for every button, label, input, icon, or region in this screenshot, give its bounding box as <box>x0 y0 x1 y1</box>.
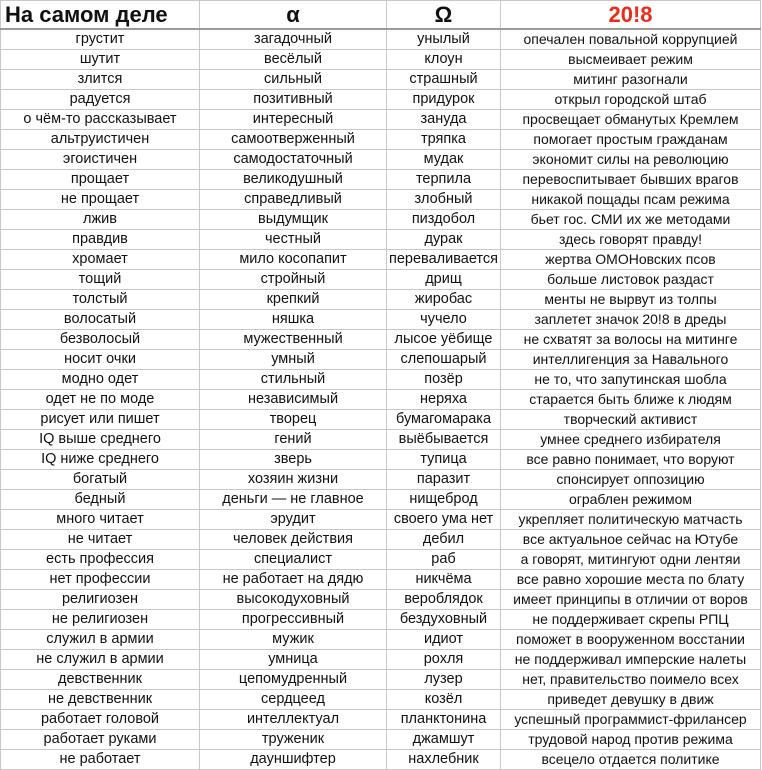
cell-2018: нет, правительство поимело всех <box>501 670 761 690</box>
cell-2018: успешный программист-фрилансер <box>501 710 761 730</box>
table-row <box>1 650 761 670</box>
cell-reality: религиозен <box>1 590 200 610</box>
cell-alpha: специалист <box>200 550 387 570</box>
cell-omega: жиробас <box>387 290 501 310</box>
cell-2018: заплетет значок 20!8 в дреды <box>501 310 761 330</box>
cell-reality: хромает <box>1 250 200 270</box>
cell-alpha: стильный <box>200 370 387 390</box>
cell-omega: вероблядок <box>387 590 501 610</box>
table-row <box>1 690 761 710</box>
cell-2018: имеет принципы в отличии от воров <box>501 590 761 610</box>
table-row <box>1 50 761 70</box>
cell-reality: эгоистичен <box>1 150 200 170</box>
cell-reality: много читает <box>1 510 200 530</box>
cell-omega: неряха <box>387 390 501 410</box>
cell-reality: не служил в армии <box>1 650 200 670</box>
cell-alpha: хозяин жизни <box>200 470 387 490</box>
cell-alpha: крепкий <box>200 290 387 310</box>
cell-reality: IQ выше среднего <box>1 430 200 450</box>
cell-2018: перевоспитывает бывших врагов <box>501 170 761 190</box>
cell-reality: прощает <box>1 170 200 190</box>
cell-2018: бьет гос. СМИ их же методами <box>501 210 761 230</box>
cell-2018: опечален повальной коррупцией <box>501 29 761 50</box>
cell-omega: идиот <box>387 630 501 650</box>
cell-reality: шутит <box>1 50 200 70</box>
cell-alpha: сердцеед <box>200 690 387 710</box>
cell-2018: жертва ОМОНовских псов <box>501 250 761 270</box>
cell-reality: волосатый <box>1 310 200 330</box>
cell-reality: работает руками <box>1 730 200 750</box>
cell-2018: все актуальное сейчас на Ютубе <box>501 530 761 550</box>
cell-reality: правдив <box>1 230 200 250</box>
table-row <box>1 510 761 530</box>
cell-omega: зануда <box>387 110 501 130</box>
cell-2018: экономит силы на революцию <box>501 150 761 170</box>
cell-2018: просвещает обманутых Кремлем <box>501 110 761 130</box>
cell-reality: толстый <box>1 290 200 310</box>
cell-omega: дрищ <box>387 270 501 290</box>
cell-alpha: няшка <box>200 310 387 330</box>
cell-reality: носит очки <box>1 350 200 370</box>
cell-alpha: высокодуховный <box>200 590 387 610</box>
table-row <box>1 330 761 350</box>
cell-reality: IQ ниже среднего <box>1 450 200 470</box>
table-row <box>1 190 761 210</box>
table-row <box>1 630 761 650</box>
table-row <box>1 150 761 170</box>
table-row <box>1 350 761 370</box>
table-row <box>1 430 761 450</box>
cell-alpha: честный <box>200 230 387 250</box>
cell-reality: не девственник <box>1 690 200 710</box>
cell-omega: лузер <box>387 670 501 690</box>
cell-reality: альтруистичен <box>1 130 200 150</box>
cell-alpha: самодостаточный <box>200 150 387 170</box>
table-row <box>1 530 761 550</box>
cell-2018: спонсирует оппозицию <box>501 470 761 490</box>
cell-reality: девственник <box>1 670 200 690</box>
table-row <box>1 110 761 130</box>
table-row <box>1 750 761 770</box>
cell-2018: поможет в вооруженном восстании <box>501 630 761 650</box>
cell-alpha: умница <box>200 650 387 670</box>
cell-alpha: интеллектуал <box>200 710 387 730</box>
table-row <box>1 590 761 610</box>
cell-omega: терпила <box>387 170 501 190</box>
table-row <box>1 250 761 270</box>
cell-reality: не прощает <box>1 190 200 210</box>
cell-reality: не работает <box>1 750 200 770</box>
cell-omega: лысое уёбище <box>387 330 501 350</box>
cell-2018: творческий активист <box>501 410 761 430</box>
cell-2018: не то, что запутинская шобла <box>501 370 761 390</box>
cell-2018: все равно понимает, что воруют <box>501 450 761 470</box>
cell-2018: митинг разогнали <box>501 70 761 90</box>
cell-2018: всецело отдается политике <box>501 750 761 770</box>
cell-alpha: независимый <box>200 390 387 410</box>
cell-reality: служил в армии <box>1 630 200 650</box>
table-row <box>1 70 761 90</box>
cell-reality: злится <box>1 70 200 90</box>
cell-omega: тряпка <box>387 130 501 150</box>
cell-2018: не поддерживает скрепы РПЦ <box>501 610 761 630</box>
cell-alpha: мило косопапит <box>200 250 387 270</box>
cell-alpha: дауншифтер <box>200 750 387 770</box>
cell-omega: бумагомарака <box>387 410 501 430</box>
cell-omega: мудак <box>387 150 501 170</box>
cell-reality: радуется <box>1 90 200 110</box>
cell-alpha: выдумщик <box>200 210 387 230</box>
cell-2018: не поддерживал имперские налеты <box>501 650 761 670</box>
cell-omega: нахлебник <box>387 750 501 770</box>
cell-alpha: весёлый <box>200 50 387 70</box>
table-row <box>1 550 761 570</box>
table-row <box>1 310 761 330</box>
cell-alpha: великодушный <box>200 170 387 190</box>
cell-omega: планктонина <box>387 710 501 730</box>
cell-alpha: прогрессивный <box>200 610 387 630</box>
cell-alpha: эрудит <box>200 510 387 530</box>
cell-reality: о чём-то рассказывает <box>1 110 200 130</box>
cell-reality: одет не по моде <box>1 390 200 410</box>
cell-alpha: загадочный <box>200 29 387 50</box>
cell-2018: больше листовок раздаст <box>501 270 761 290</box>
table-row <box>1 410 761 430</box>
table-row <box>1 670 761 690</box>
cell-alpha: самоотверженный <box>200 130 387 150</box>
cell-omega: клоун <box>387 50 501 70</box>
table-row <box>1 170 761 190</box>
cell-alpha: мужественный <box>200 330 387 350</box>
cell-omega: придурок <box>387 90 501 110</box>
cell-reality: богатый <box>1 470 200 490</box>
table-row <box>1 610 761 630</box>
cell-omega: слепошарый <box>387 350 501 370</box>
cell-reality: не читает <box>1 530 200 550</box>
cell-omega: унылый <box>387 29 501 50</box>
cell-2018: приведет девушку в движ <box>501 690 761 710</box>
cell-alpha: сильный <box>200 70 387 90</box>
cell-2018: умнее среднего избирателя <box>501 430 761 450</box>
cell-alpha: справедливый <box>200 190 387 210</box>
cell-reality: лжив <box>1 210 200 230</box>
cell-omega: пиздобол <box>387 210 501 230</box>
cell-alpha: умный <box>200 350 387 370</box>
table-row <box>1 710 761 730</box>
header-alpha: α <box>200 1 387 30</box>
table-row <box>1 490 761 510</box>
cell-alpha: интересный <box>200 110 387 130</box>
cell-2018: никакой пощады псам режима <box>501 190 761 210</box>
cell-2018: не схватят за волосы на митинге <box>501 330 761 350</box>
cell-2018: открыл городской штаб <box>501 90 761 110</box>
table-body <box>1 29 761 770</box>
cell-reality: грустит <box>1 29 200 50</box>
cell-omega: джамшут <box>387 730 501 750</box>
cell-omega: своего ума нет <box>387 510 501 530</box>
cell-omega: козёл <box>387 690 501 710</box>
cell-alpha: творец <box>200 410 387 430</box>
cell-reality: работает головой <box>1 710 200 730</box>
cell-2018: интеллигенция за Навального <box>501 350 761 370</box>
table-row <box>1 470 761 490</box>
cell-omega: позёр <box>387 370 501 390</box>
table-row <box>1 29 761 50</box>
cell-omega: раб <box>387 550 501 570</box>
table-row <box>1 130 761 150</box>
cell-reality: модно одет <box>1 370 200 390</box>
table-row <box>1 370 761 390</box>
cell-omega: тупица <box>387 450 501 470</box>
cell-2018: все равно хорошие места по блату <box>501 570 761 590</box>
table-row <box>1 270 761 290</box>
cell-2018: а говорят, митингуют одни лентяи <box>501 550 761 570</box>
table-row <box>1 230 761 250</box>
cell-2018: укрепляет политическую матчасть <box>501 510 761 530</box>
cell-2018: здесь говорят правду! <box>501 230 761 250</box>
table-row <box>1 730 761 750</box>
cell-omega: дурак <box>387 230 501 250</box>
cell-2018: помогает простым гражданам <box>501 130 761 150</box>
cell-omega: страшный <box>387 70 501 90</box>
cell-reality: тощий <box>1 270 200 290</box>
table-row <box>1 570 761 590</box>
cell-2018: высмеивает режим <box>501 50 761 70</box>
cell-reality: нет профессии <box>1 570 200 590</box>
cell-omega: переваливается <box>387 250 501 270</box>
cell-2018: трудовой народ против режима <box>501 730 761 750</box>
cell-2018: старается быть ближе к людям <box>501 390 761 410</box>
cell-omega: никчёма <box>387 570 501 590</box>
header-row <box>1 1 761 30</box>
cell-omega: рохля <box>387 650 501 670</box>
cell-alpha: зверь <box>200 450 387 470</box>
cell-reality: безволосый <box>1 330 200 350</box>
cell-alpha: не работает на дядю <box>200 570 387 590</box>
table-row <box>1 90 761 110</box>
table-row <box>1 210 761 230</box>
cell-omega: дебил <box>387 530 501 550</box>
cell-alpha: гений <box>200 430 387 450</box>
cell-omega: бездуховный <box>387 610 501 630</box>
cell-alpha: труженик <box>200 730 387 750</box>
cell-reality: не религиозен <box>1 610 200 630</box>
cell-alpha: мужик <box>200 630 387 650</box>
cell-omega: паразит <box>387 470 501 490</box>
cell-2018: менты не вырвут из толпы <box>501 290 761 310</box>
cell-omega: выёбывается <box>387 430 501 450</box>
cell-alpha: деньги — не главное <box>200 490 387 510</box>
header-2018: 20!8 <box>501 1 761 30</box>
cell-reality: бедный <box>1 490 200 510</box>
cell-omega: злобный <box>387 190 501 210</box>
cell-alpha: стройный <box>200 270 387 290</box>
cell-reality: есть профессия <box>1 550 200 570</box>
cell-omega: нищеброд <box>387 490 501 510</box>
table-row <box>1 450 761 470</box>
cell-alpha: позитивный <box>200 90 387 110</box>
cell-omega: чучело <box>387 310 501 330</box>
cell-alpha: цепомудренный <box>200 670 387 690</box>
table-row <box>1 390 761 410</box>
cell-alpha: человек действия <box>200 530 387 550</box>
header-reality: На самом деле <box>1 1 200 30</box>
cell-2018: ограблен режимом <box>501 490 761 510</box>
header-omega: Ω <box>387 1 501 30</box>
table-row <box>1 290 761 310</box>
cell-reality: рисует или пишет <box>1 410 200 430</box>
